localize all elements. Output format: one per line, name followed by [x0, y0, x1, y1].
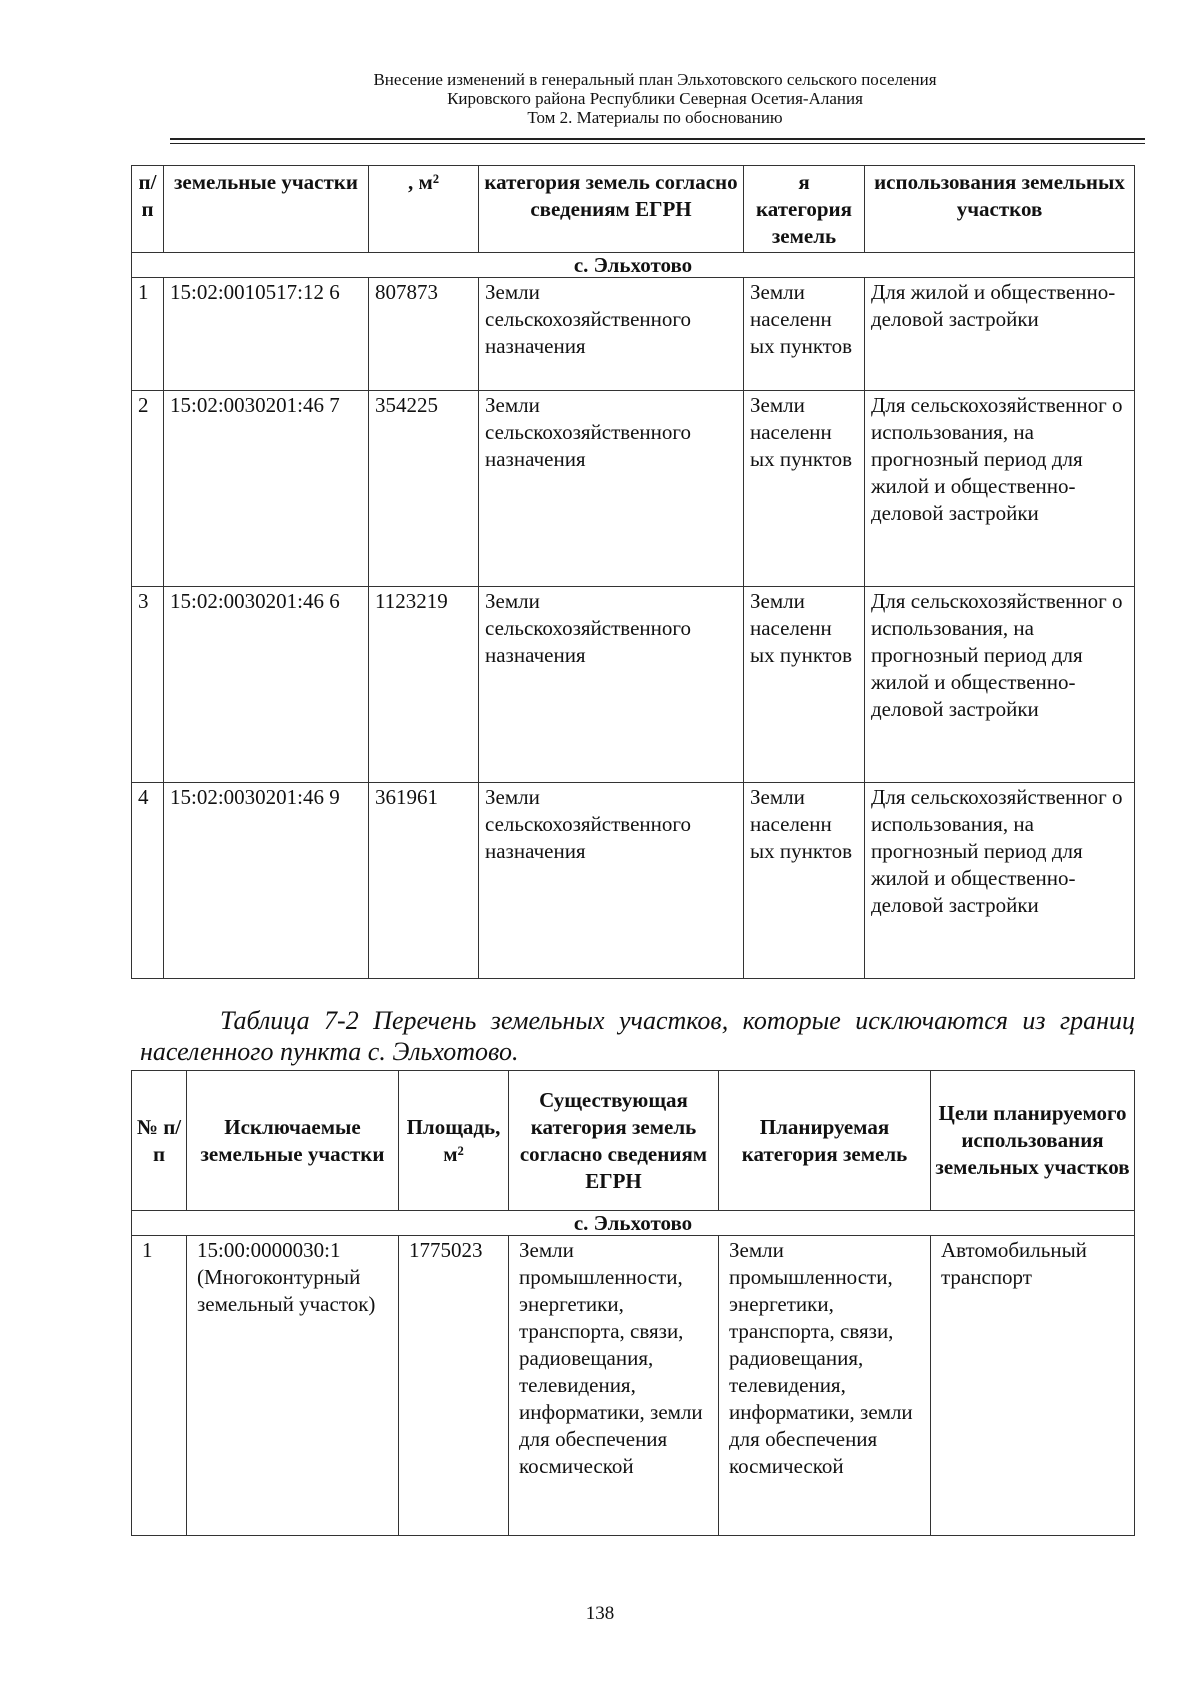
section-row: [132, 1211, 1135, 1236]
table-row: [132, 1236, 1135, 1536]
column-header-purpose: использования земельных участков: [865, 166, 1135, 253]
section-label: с. Эльхотово: [132, 1211, 1135, 1236]
cell-planned-category: Земли населенн ых пунктов: [744, 783, 865, 979]
cell-parcel: 15:00:0000030:1 (Многоконтурный земельный участок): [187, 1236, 399, 1536]
column-header-planned-category: Планируемая категория земель: [719, 1071, 931, 1211]
cell-num: 4: [132, 783, 164, 979]
cell-parcel: 15:02:0030201:46 9: [164, 783, 369, 979]
column-header-area: Площадь, м²: [399, 1071, 509, 1211]
column-header-current-category: категория земель согласно сведениям ЕГРН: [479, 166, 744, 253]
table-header-row: [132, 166, 1135, 253]
cell-area: 1775023: [399, 1236, 509, 1536]
cell-num: 3: [132, 587, 164, 783]
table-row: [132, 278, 1135, 391]
cell-num: 2: [132, 391, 164, 587]
column-header-parcel: земельные участки: [164, 166, 369, 253]
document-header: [170, 70, 1140, 127]
cell-purpose: Для сельскохозяйственног о использования, на прогнозный период для жилой и общественно-деловой застройки: [865, 391, 1135, 587]
column-header-parcel: Исключаемые земельные участки: [187, 1071, 399, 1211]
cell-purpose: Для сельскохозяйственног о использования, на прогнозный период для жилой и общественно-деловой застройки: [865, 783, 1135, 979]
section-label: с. Эльхотово: [132, 253, 1135, 278]
cell-current-category: Земли промышленности, энергетики, транспорта, связи, радиовещания, телевидения, информатики, земли для обеспечения космической: [509, 1236, 719, 1536]
cell-purpose: Автомобильный транспорт: [931, 1236, 1135, 1536]
cell-area: 807873: [369, 278, 479, 391]
column-header-current-category: Существующая категория земель согласно сведениям ЕГРН: [509, 1071, 719, 1211]
header-line-3: Том 2. Материалы по обоснованию: [527, 108, 783, 127]
cell-purpose: Для сельскохозяйственног о использования, на прогнозный период для жилой и общественно-деловой застройки: [865, 587, 1135, 783]
section-row: [132, 253, 1135, 278]
table-row: [132, 783, 1135, 979]
table-row: [132, 587, 1135, 783]
cell-current-category: Земли сельскохозяйственного назначения: [479, 391, 744, 587]
excluded-parcels-table: [131, 1070, 1135, 1536]
cell-planned-category: Земли промышленности, энергетики, транспорта, связи, радиовещания, телевидения, информатики, земли для обеспечения космической: [719, 1236, 931, 1536]
column-header-area: , м²: [369, 166, 479, 253]
cell-area: 354225: [369, 391, 479, 587]
column-header-planned-category: я категория земель: [744, 166, 865, 253]
header-rule-thin: [170, 143, 1145, 144]
header-rule-thick: [170, 138, 1145, 140]
cell-num: 1: [132, 278, 164, 391]
cell-current-category: Земли сельскохозяйственного назначения: [479, 783, 744, 979]
cell-area: 1123219: [369, 587, 479, 783]
cell-current-category: Земли сельскохозяйственного назначения: [479, 587, 744, 783]
cell-num: 1: [132, 1236, 187, 1536]
cell-planned-category: Земли населенн ых пунктов: [744, 391, 865, 587]
cell-planned-category: Земли населенн ых пунктов: [744, 278, 865, 391]
cell-parcel: 15:02:0030201:46 6: [164, 587, 369, 783]
cell-current-category: Земли сельскохозяйственного назначения: [479, 278, 744, 391]
cell-area: 361961: [369, 783, 479, 979]
header-line-2: Кировского района Республики Северная Осетия-Алания: [447, 89, 863, 108]
cell-parcel: 15:02:0010517:12 6: [164, 278, 369, 391]
column-header-purpose: Цели планируемого использования земельных участков: [931, 1071, 1135, 1211]
cell-parcel: 15:02:0030201:46 7: [164, 391, 369, 587]
table-caption: Таблица 7-2 Перечень земельных участков, которые исключаются из границ населенного пункта с. Эльхотово.: [140, 1006, 1135, 1066]
column-header-num: п/ п: [132, 166, 164, 253]
page-number: 138: [585, 1603, 615, 1624]
header-line-1: Внесение изменений в генеральный план Эльхотовского сельского поселения: [373, 70, 937, 89]
parcels-table-continued: [131, 165, 1135, 979]
cell-planned-category: Земли населенн ых пунктов: [744, 587, 865, 783]
column-header-num: № п/п: [132, 1071, 187, 1211]
table-header-row: [132, 1071, 1135, 1211]
table-row: [132, 391, 1135, 587]
cell-purpose: Для жилой и общественно-деловой застройки: [865, 278, 1135, 391]
